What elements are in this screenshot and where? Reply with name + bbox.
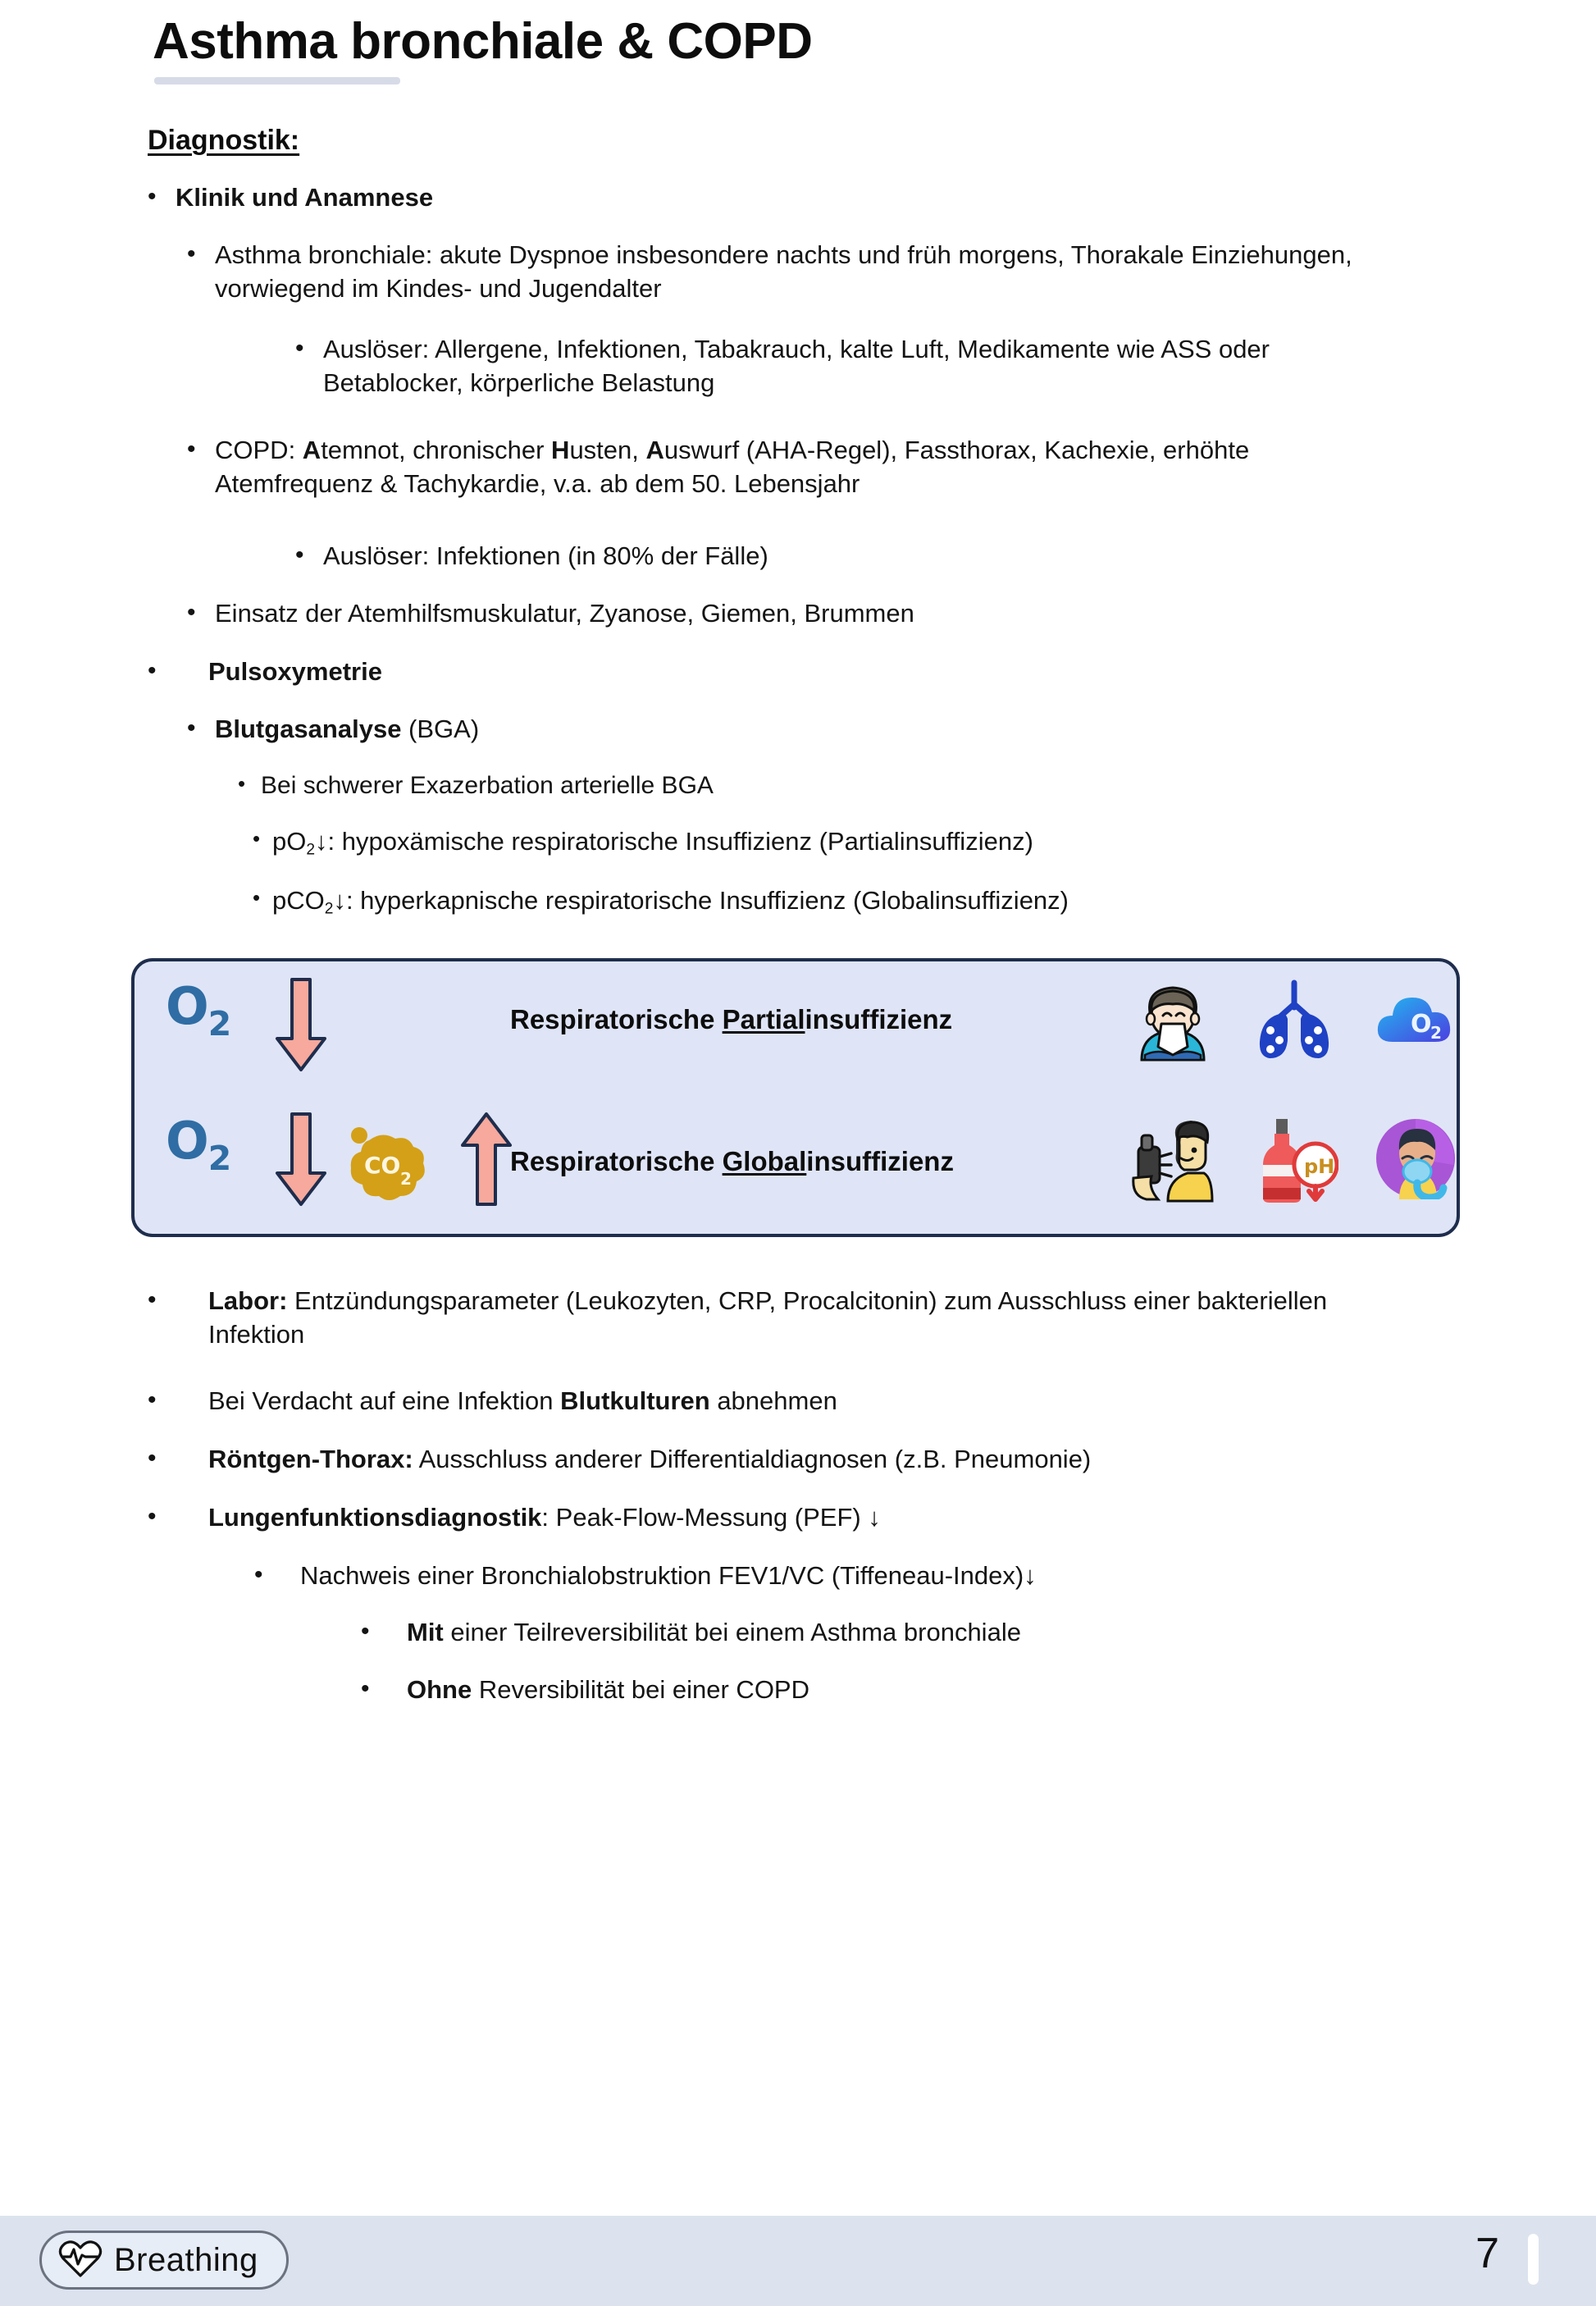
footer-bar xyxy=(0,2216,1596,2306)
list-item-text: COPD: Atemnot, chronischer Husten, Auswurf (AHA-Regel), Fassthorax, Kachexie, erhöhte Atemfrequenz & Tachykardie, v.a. ab dem 50. Lebensjahr xyxy=(215,436,1250,499)
bullet-glyph: • xyxy=(253,826,261,851)
bullet-glyph: • xyxy=(187,436,196,463)
bullet-glyph: • xyxy=(148,183,157,210)
list-item-blutgasanalyse xyxy=(187,712,1384,746)
bullet-glyph: • xyxy=(361,1618,370,1645)
bullet-glyph: • xyxy=(187,715,196,742)
bullet-glyph: • xyxy=(238,771,246,796)
list-item-text: Labor: Entzündungsparameter (Leukozyten, CRP, Procalcitonin) zum Ausschluss einer bakteriellen Infektion xyxy=(208,1286,1328,1349)
list-item-text: Mit einer Teilreversibilität bei einem Asthma bronchiale xyxy=(407,1618,1021,1646)
respiratory-insufficiency-infobox xyxy=(131,958,1460,1237)
svg-text:pH: pH xyxy=(1304,1155,1335,1178)
list-item-asthma xyxy=(187,238,1376,305)
bullet-glyph: • xyxy=(254,1561,263,1588)
list-item-einsatz xyxy=(187,596,1384,630)
list-item-text: Auslöser: Allergene, Infektionen, Tabakrauch, kalte Luft, Medikamente wie ASS oder Betablocker, körperliche Belastung xyxy=(323,335,1270,398)
list-item-text: Blutgasanalyse (BGA) xyxy=(215,715,480,743)
oxygen-mask-person-icon xyxy=(1375,1117,1457,1203)
svg-text:2: 2 xyxy=(400,1169,412,1189)
bullet-glyph: • xyxy=(148,1503,157,1530)
title-block xyxy=(153,15,812,68)
list-item-text: $pO_2↓$: hypoxämische respiratorische Insuffizienz (Partialinsuffizienz) xyxy=(272,827,1033,859)
list-item-ohne xyxy=(361,1673,1427,1706)
list-item-lungenfunktion xyxy=(148,1500,1411,1534)
list-item-text: Ohne Reversibilität bei einer COPD xyxy=(407,1675,809,1704)
list-item-mit xyxy=(361,1615,1427,1649)
inhaler-person-icon xyxy=(1130,1117,1215,1207)
o2-symbol-row2: $O_2$ xyxy=(166,1111,231,1178)
list-item-text: Asthma bronchiale: akute Dyspnoe insbesondere nachts und früh morgens, Thorakale Einziehungen, vorwiegend im Kindes- und Jugendalter xyxy=(215,240,1352,304)
down-arrow-row1 xyxy=(272,976,330,1079)
list-item-ausloeser-asthma xyxy=(295,332,1411,400)
caption-globalinsuffizienz: Respiratorische Globalinsuffizienz xyxy=(510,1146,954,1176)
list-item-roentgen xyxy=(148,1442,1411,1476)
list-item-pco2 xyxy=(253,884,1401,920)
lungs-icon xyxy=(1255,979,1334,1066)
bullet-glyph: • xyxy=(148,1286,157,1313)
badge-label: Breathing xyxy=(114,2241,258,2278)
bullet-glyph: • xyxy=(148,1445,157,1472)
bullet-glyph: • xyxy=(148,1386,157,1413)
list-item-text: pCO$_2$↓: hyperkapnische respiratorische Insuffizienz (Globalinsuffizienz) xyxy=(272,886,1069,918)
bullet-glyph: • xyxy=(295,335,304,362)
list-item-verdacht xyxy=(148,1384,1411,1418)
heart-pulse-icon xyxy=(58,2239,103,2282)
list-item-text: Bei Verdacht auf eine Infektion Blutkulturen abnehmen xyxy=(208,1386,837,1415)
bullet-glyph: • xyxy=(295,541,304,569)
svg-text:2: 2 xyxy=(1430,1023,1442,1043)
list-item-labor xyxy=(148,1284,1411,1351)
list-item-label: Klinik und Anamnese xyxy=(176,183,434,212)
list-item-pulsoxymetrie xyxy=(148,655,1345,688)
list-item-po2 xyxy=(253,824,1401,861)
caption-partialinsuffizienz: Respiratorische Partialinsuffizienz xyxy=(510,1004,953,1034)
bullet-glyph: • xyxy=(148,657,157,684)
list-item-nachweis xyxy=(254,1559,1427,1592)
co2-cloud-icon xyxy=(341,1122,436,1212)
list-item-text: Bei schwerer Exazerbation arterielle BGA xyxy=(261,772,714,799)
oxygen-cloud-icon xyxy=(1373,984,1455,1059)
list-item-klinik xyxy=(148,180,1378,214)
svg-text:CO: CO xyxy=(364,1152,401,1179)
list-item-text: Röntgen-Thorax: Ausschluss anderer Differentialdiagnosen (z.B. Pneumonie) xyxy=(208,1445,1092,1473)
list-item-copd xyxy=(187,433,1384,500)
sneezing-person-icon xyxy=(1133,979,1212,1066)
o2-symbol-row1: $O_2$ xyxy=(166,976,231,1043)
list-item-label: Pulsoxymetrie xyxy=(208,657,382,686)
bullet-glyph: • xyxy=(253,885,261,910)
list-item-text: Lungenfunktionsdiagnostik: Peak-Flow-Messung (PEF) ↓ xyxy=(208,1503,881,1532)
up-arrow-row2 xyxy=(458,1111,515,1213)
page-number: 7 xyxy=(1475,2230,1499,2277)
down-arrow-row2 xyxy=(272,1111,330,1213)
list-item-text: Nachweis einer Bronchialobstruktion FEV1/VC (Tiffeneau-Index)↓ xyxy=(300,1561,1037,1590)
section-heading-diagnostik: Diagnostik: xyxy=(148,125,300,156)
bullet-glyph: • xyxy=(187,599,196,626)
list-item-text: Einsatz der Atemhilfsmuskulatur, Zyanose, Giemen, Brummen xyxy=(215,599,914,628)
ph-bottle-icon xyxy=(1256,1117,1338,1208)
list-item-ausloeser-copd xyxy=(295,539,1411,573)
list-item-bga-exazerbation xyxy=(238,769,1386,802)
breathing-badge[interactable] xyxy=(39,2231,289,2290)
title-highlight-underline xyxy=(154,77,400,84)
bullet-glyph: • xyxy=(361,1675,370,1702)
page-title: Asthma bronchiale & COPD xyxy=(153,13,813,70)
page-indicator-bar xyxy=(1528,2234,1539,2285)
bullet-glyph: • xyxy=(187,240,196,267)
list-item-text: Auslöser: Infektionen (in 80% der Fälle) xyxy=(323,541,768,570)
svg-text:O: O xyxy=(1411,1010,1432,1039)
